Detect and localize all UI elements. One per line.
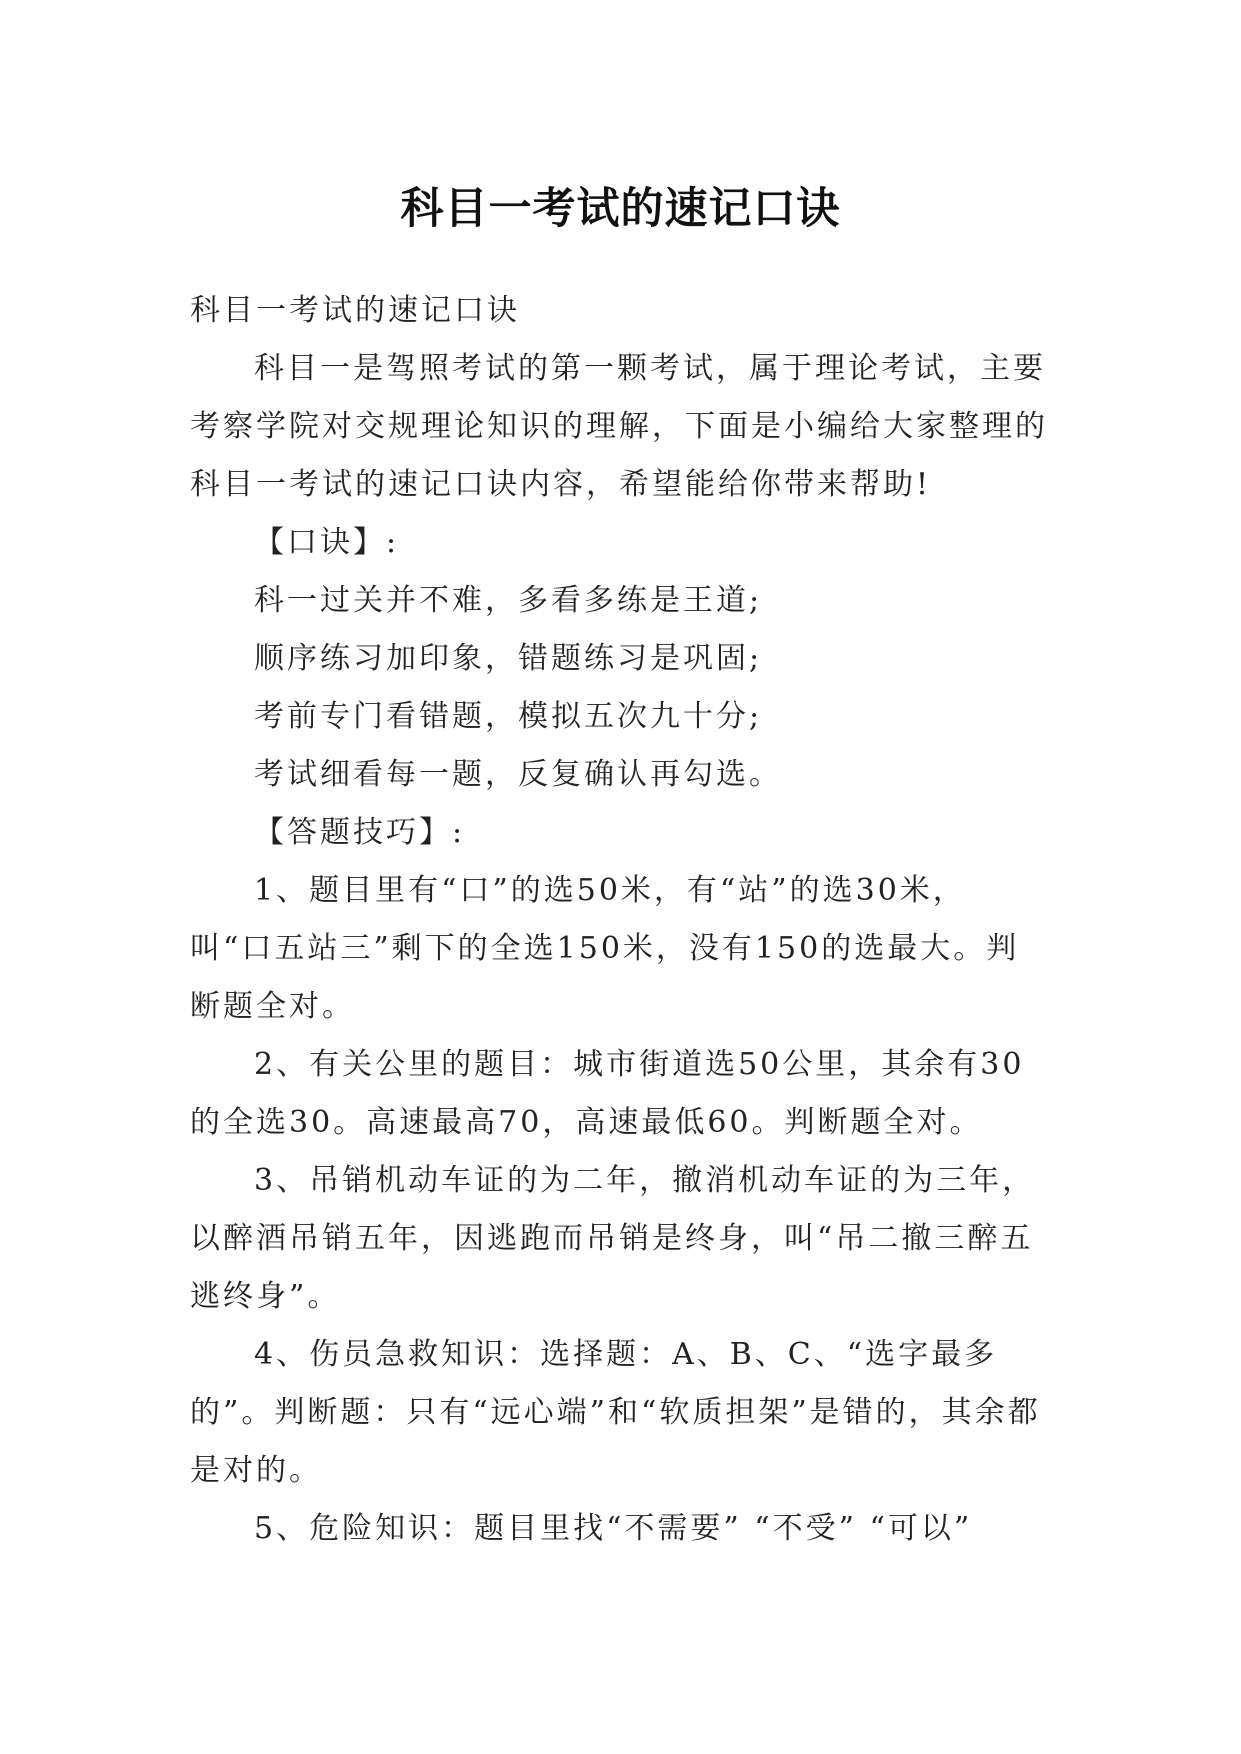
paragraph-intro: 科目一是驾照考试的第一颗考试，属于理论考试，主要考察学院对交规理论知识的理解，下面是小编给大家整理的科目一考试的速记口诀内容，希望能给你带来帮助! [190,351,1048,502]
mnemonic-line: 顺序练习加印象，错题练习是巩固; [254,641,763,676]
document-body [190,282,1050,1558]
mnemonic-line: 考试细看每一题，反复确认再勾选。 [254,757,782,792]
paragraph-subtitle: 科目一考试的速记口诀 [190,293,520,328]
mnemonic-line: 科一过关并不难，多看多练是王道; [254,583,763,618]
section-heading-tips: 【答题技巧】: [254,815,466,850]
mnemonic-line: 考前专门看错题，模拟五次九十分; [254,699,763,734]
tip-paragraph: 1、题目里有“口”的选50米，有“站”的选30米，叫“口五站三”剩下的全选150米，没有150的选最大。判断题全对。 [190,873,1020,1024]
tip-paragraph: 3、吊销机动车证的为二年，撤消机动车证的为三年，以醉酒吊销五年，因逃跑而吊销是终身，叫“吊二撤三醉五逃终身”。 [190,1163,1036,1314]
tip-paragraph: 5、危险知识：题目里找“不需要” “不受” “可以” [254,1511,973,1546]
tip-paragraph: 2、有关公里的题目：城市街道选50公里，其余有30的全选30。高速最高70，高速最低60。判断题全对。 [190,1047,1025,1140]
document-title: 科目一考试的速记口诀 [400,183,841,234]
section-heading-mnemonic: 【口诀】: [254,525,400,560]
tip-paragraph: 4、伤员急救知识：选择题：A、B、C、“选字最多的”。判断题：只有“远心端”和“软质担架”是错的，其余都是对的。 [190,1337,1041,1488]
